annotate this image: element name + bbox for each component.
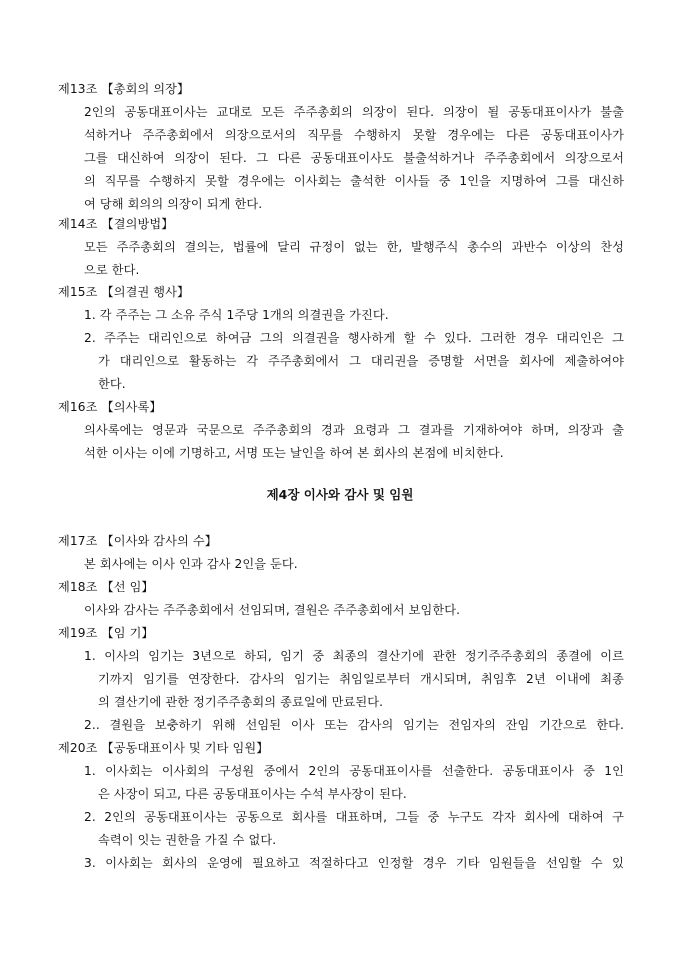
article-19-item-1-cont: 의 결산기에 관한 정기주주총회의 종료일에 만료된다.	[98, 695, 384, 709]
article-20-item-1: 1. 이사회는 이사회의 구성원 중에서 2인의 공동대표이사를 선출한다. 공동대표이사 중 1인	[84, 764, 624, 778]
article-18-heading: 제18조 【선 임】	[58, 580, 154, 594]
article-15-item-2: 2. 주주는 대리인으로 하여금 그의 의결권을 행사하게 할 수 있다. 그러한 경우 대리인은 그	[84, 331, 624, 345]
article-16-line: 석한 이사는 이에 기명하고, 서명 또는 날인을 하여 본 회사의 본점에 비치한다.	[84, 446, 504, 460]
article-19-heading: 제19조 【임 기】	[58, 626, 154, 640]
article-19-item-2: 2.. 결원을 보충하기 위해 선임된 이사 또는 감사의 임기는 전임자의 잔임 기간으로 한다.	[84, 718, 624, 732]
article-15-item-1: 1. 각 주주는 그 소유 주식 1주당 1개의 의결권을 가진다.	[84, 308, 389, 322]
article-20-item-2: 2. 2인의 공동대표이사는 공동으로 회사를 대표하며, 그들 중 누구도 각자 회사에 대하여 구	[84, 810, 624, 824]
article-17-heading: 제17조 【이사와 감사의 수】	[58, 534, 218, 548]
article-13-line: 석하거나 주주총회에서 의장으로서의 직무를 수행하지 못할 경우에는 다른 공동대표이사가	[84, 128, 624, 142]
article-14-line: 모든 주주총회의 결의는, 법률에 달리 규정이 없는 한, 발행주식 총수의 과반수 이상의 찬성	[84, 240, 624, 254]
article-20-item-1-cont: 은 사장이 되고, 다른 공동대표이사는 수석 부사장이 된다.	[98, 787, 407, 801]
article-16-line: 의사록에는 영문과 국문으로 주주총회의 경과 요령과 그 결과를 기재하여야 하며, 의장과 출	[84, 423, 624, 437]
article-14-heading: 제14조 【결의방법】	[58, 217, 174, 231]
article-20-heading: 제20조 【공동대표이사 및 기타 임원】	[58, 741, 269, 755]
article-20-item-2-cont: 속력이 잇는 권한을 가질 수 없다.	[98, 833, 277, 847]
article-13-line: 2인의 공동대표이사는 교대로 모든 주주총회의 의장이 된다. 의장이 될 공동대표이사가 불출	[84, 105, 624, 119]
article-13-line: 그를 대신하여 의장이 된다. 그 다른 공동대표이사도 불출석하거나 주주총회에서 의장으로서	[84, 151, 624, 165]
article-15-item-2-cont: 한다.	[98, 377, 126, 391]
article-13-line: 여 당해 회의의 의장이 되게 한다.	[84, 197, 263, 211]
article-15-heading: 제15조 【의결권 행사】	[58, 285, 190, 299]
article-18-line: 이사와 감사는 주주총회에서 선임되며, 결원은 주주총회에서 보임한다.	[84, 603, 461, 617]
chapter-title: 제4장 이사와 감사 및 임원	[266, 487, 414, 502]
article-19-item-1-cont: 기까지 임기를 연장한다. 감사의 임기는 취임일로부터 개시되며, 취임후 2년 이내에 최종	[98, 672, 624, 686]
article-13-line: 의 직무를 수행하지 못할 경우에는 이사회는 출석한 이사들 중 1인을 지명하여 그를 대신하	[84, 174, 624, 188]
article-15-item-2-cont: 가 대리인으로 활동하는 각 주주총회에서 그 대리권을 증명할 서면을 회사에 제출하여야	[98, 354, 624, 368]
article-13-heading: 제13조 【총회의 의장】	[58, 82, 190, 96]
article-19-item-1: 1. 이사의 임기는 3년으로 하되, 임기 중 최종의 결산기에 관한 정기주주총회의 종결에 이르	[84, 649, 624, 663]
article-20-item-3: 3. 이사회는 회사의 운영에 필요하고 적절하다고 인정할 경우 기타 임원들을 선임할 수 있	[84, 856, 624, 870]
article-14-line: 으로 한다.	[84, 263, 140, 277]
article-16-heading: 제16조 【의사록】	[58, 400, 162, 414]
article-17-line: 본 회사에는 이사 인과 감사 2인을 둔다.	[84, 557, 298, 571]
